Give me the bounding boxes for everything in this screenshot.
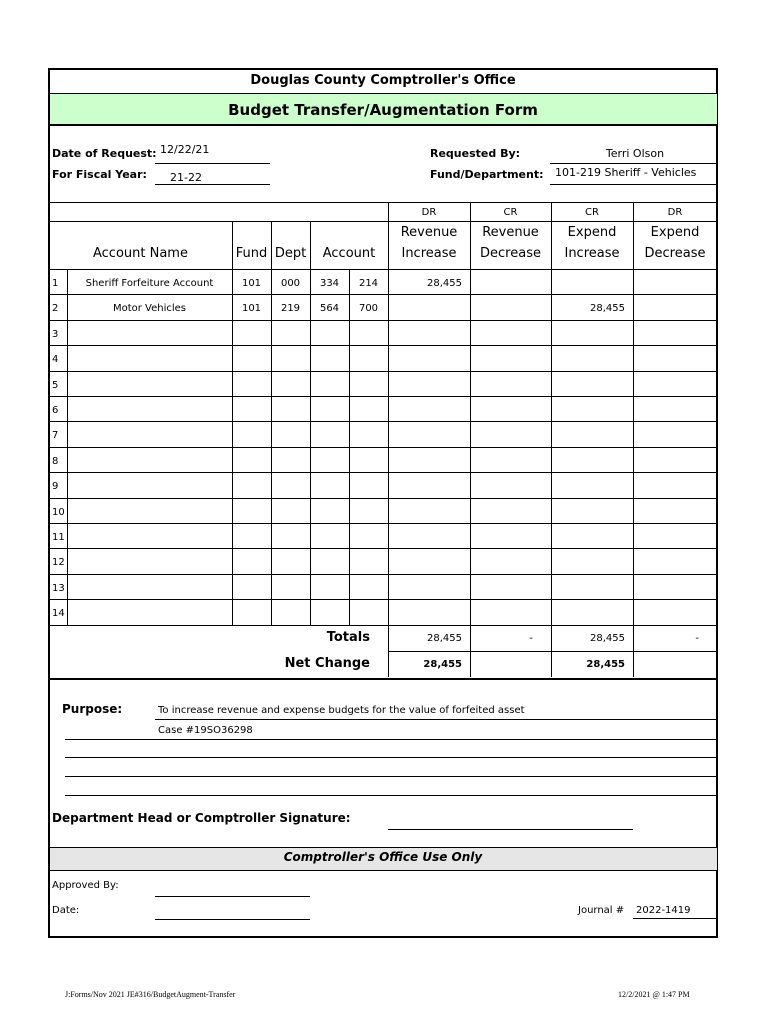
row-number: 8 [52,455,59,467]
drcr-label: CR [503,207,518,218]
col-header-revenue-increase: Increase [401,246,457,261]
divider [49,548,717,549]
totals-label: Totals [326,629,370,645]
divider [232,221,233,269]
row-number: 2 [52,303,59,315]
requested-by-value[interactable]: Terri Olson [605,147,665,160]
row-number: 4 [52,354,59,366]
divider [388,221,389,269]
divider [49,523,717,524]
total-expend-increase: 28,455 [590,632,625,644]
divider [551,202,552,221]
divider [49,396,717,397]
divider [49,269,717,270]
col-header-revenue-increase: Revenue [400,225,458,240]
divider [49,678,717,680]
divider [388,202,389,221]
net-change-label: Net Change [284,655,370,671]
row-account-part2[interactable]: 214 [358,278,379,289]
row-fund[interactable]: 101 [241,303,262,315]
divider [49,447,717,448]
purpose-line-1[interactable]: To increase revenue and expense budgets for the value of forfeited asset [158,705,525,716]
divider [49,345,717,346]
col-header-expend-decrease: Decrease [644,246,706,261]
footer-timestamp: 12/2/2021 @ 1:47 PM [618,990,690,999]
divider [470,221,471,269]
requested-underline [550,163,718,164]
row-number: 13 [52,582,65,594]
office-title: Douglas County Comptroller's Office [250,73,516,88]
fund-department-label: Fund/Department: [430,168,544,181]
row-account-part1[interactable]: 334 [319,278,340,289]
row-fund[interactable]: 101 [241,278,262,289]
row-number: 6 [52,405,59,416]
row-number: 3 [52,328,59,340]
fund-department-value[interactable]: 101-219 Sheriff - Vehicles [555,166,697,179]
purpose-underline [65,739,718,740]
divider [388,202,717,203]
drcr-label: CR [585,207,599,218]
col-header-fund: Fund [235,246,268,261]
divider [49,870,717,871]
purpose-underline [65,795,718,796]
divider [49,371,717,372]
col-header-account: Account [322,246,376,261]
requested-by-label: Requested By: [430,147,521,160]
purpose-underline [65,757,718,758]
net-change-revenue: 28,455 [423,658,462,670]
col-header-revenue-decrease: Decrease [480,246,541,261]
row-account-part1[interactable]: 564 [319,303,340,315]
divider [633,221,634,269]
divider [633,202,634,221]
row-account-part2[interactable]: 700 [358,303,379,315]
row-account-name[interactable]: Motor Vehicles [112,303,187,315]
col-header-expend-increase: Increase [564,246,620,261]
date-of-request-label: Date of Request: [52,147,157,160]
signature-line[interactable] [388,829,633,830]
footer-path: J:Forms/Nov 2021 JE#316/BudgetAugment-Transfer [65,990,236,999]
divider [271,221,272,269]
row-expend-increase[interactable]: 28,455 [590,303,625,315]
office-use-title: Comptroller's Office Use Only [283,850,483,864]
purpose-line-2[interactable]: Case #19SO36298 [158,725,253,736]
fund-underline [550,184,718,185]
purpose-underline [155,719,718,720]
divider [49,599,717,600]
row-revenue-increase[interactable]: 28,455 [427,278,462,289]
divider [49,294,717,295]
row-number: 11 [52,532,65,543]
row-number: 9 [52,481,59,493]
row-number: 1 [52,278,59,289]
drcr-label: DR [421,207,437,218]
divider [388,651,717,652]
date-of-request-value[interactable]: 12/22/21 [160,143,210,156]
row-number: 7 [52,430,59,442]
row-number: 10 [52,506,65,518]
form-frame [48,68,718,938]
row-dept[interactable]: 219 [280,303,301,315]
divider [310,221,311,269]
purpose-label: Purpose: [62,702,123,716]
form-title: Budget Transfer/Augmentation Form [228,101,538,119]
divider [470,202,471,221]
purpose-underline [65,776,718,777]
total-revenue-decrease: - [529,632,533,644]
drcr-label: DR [667,207,683,218]
divider [49,421,717,422]
divider [49,124,717,126]
date-line[interactable] [155,919,310,920]
date-label: Date: [52,905,80,916]
col-header-dept: Dept [274,246,307,261]
col-header-revenue-decrease: Revenue [482,225,539,240]
fiscal-year-value[interactable]: 21-22 [170,171,202,184]
journal-label: Journal # [578,905,625,916]
divider [49,574,717,575]
net-change-expend: 28,455 [586,658,625,670]
col-header-expend-decrease: Expend [650,225,700,240]
divider [49,625,717,626]
col-header-account-name: Account Name [93,246,188,261]
fiscal-year-label: For Fiscal Year: [52,168,147,181]
total-revenue-increase: 28,455 [427,632,462,644]
divider [49,472,717,473]
row-account-name[interactable]: Sheriff Forfeiture Account [85,278,214,289]
journal-underline [633,918,718,919]
col-header-expend-increase: Expend [567,225,617,240]
signature-label: Department Head or Comptroller Signature: [52,811,351,825]
row-number: 5 [52,379,59,391]
divider [49,498,717,499]
row-number: 14 [52,608,65,620]
date-underline [155,163,270,164]
divider [49,221,717,222]
journal-value[interactable]: 2022-1419 [636,905,691,916]
divider [551,221,552,269]
approved-by-line[interactable] [155,896,310,897]
divider [49,320,717,321]
row-dept[interactable]: 000 [280,278,301,289]
approved-by-label: Approved By: [52,880,119,891]
total-expend-decrease: - [695,632,699,644]
fiscal-underline [155,184,270,185]
row-number: 12 [52,557,65,569]
